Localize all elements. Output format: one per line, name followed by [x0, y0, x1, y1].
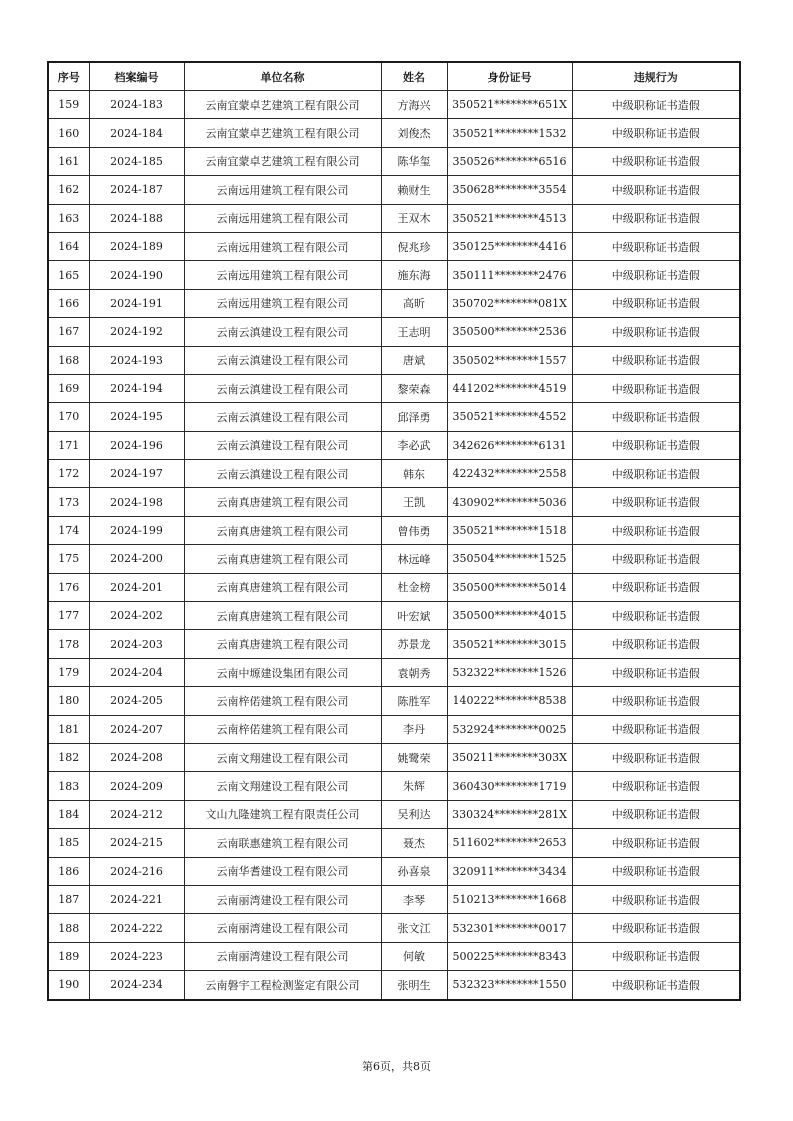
person-name-cell: 黎荣森 [381, 374, 447, 402]
table-row [48, 232, 740, 260]
id-number-cell: 500225********8343 [447, 942, 572, 970]
serial-cell: 164 [48, 232, 89, 260]
serial-cell: 188 [48, 914, 89, 942]
serial-cell: 178 [48, 630, 89, 658]
id-number-cell: 350628********3554 [447, 176, 572, 204]
serial-cell: 176 [48, 573, 89, 601]
company-name-cell: 云南远用建筑工程有限公司 [184, 204, 381, 232]
person-name-cell: 苏景龙 [381, 630, 447, 658]
id-number-cell: 422432********2558 [447, 460, 572, 488]
table-row [48, 885, 740, 913]
table-row [48, 545, 740, 573]
table-row [48, 374, 740, 402]
company-name-cell: 云南远用建筑工程有限公司 [184, 289, 381, 317]
table-body [48, 91, 740, 1000]
violation-cell: 中级职称证书造假 [572, 488, 740, 516]
table-row [48, 971, 740, 1000]
id-number-cell: 350526********6516 [447, 147, 572, 175]
company-name-cell: 云南真唐建筑工程有限公司 [184, 573, 381, 601]
violation-cell: 中级职称证书造假 [572, 573, 740, 601]
file-number-cell: 2024-221 [89, 885, 184, 913]
person-name-cell: 曾伟勇 [381, 516, 447, 544]
table-row [48, 687, 740, 715]
company-name-cell: 云南真唐建筑工程有限公司 [184, 545, 381, 573]
id-number-cell: 350500********5014 [447, 573, 572, 601]
company-name-cell: 云南宜蒙卓艺建筑工程有限公司 [184, 119, 381, 147]
person-name-cell: 邱泽勇 [381, 403, 447, 431]
person-name-cell: 李琴 [381, 885, 447, 913]
id-number-cell: 350521********1518 [447, 516, 572, 544]
file-number-cell: 2024-196 [89, 431, 184, 459]
file-number-cell: 2024-201 [89, 573, 184, 601]
person-name-cell: 赖财生 [381, 176, 447, 204]
violation-cell: 中级职称证书造假 [572, 942, 740, 970]
company-name-cell: 文山九隆建筑工程有限责任公司 [184, 800, 381, 828]
company-name-cell: 云南文翔建设工程有限公司 [184, 743, 381, 771]
id-number-cell: 350500********2536 [447, 318, 572, 346]
serial-cell: 169 [48, 374, 89, 402]
file-number-cell: 2024-190 [89, 261, 184, 289]
violation-cell: 中级职称证书造假 [572, 91, 740, 119]
header-company-name: 单位名称 [184, 62, 381, 91]
company-name-cell: 云南云滇建设工程有限公司 [184, 346, 381, 374]
person-name-cell: 聂杰 [381, 829, 447, 857]
id-number-cell: 511602********2653 [447, 829, 572, 857]
table-row [48, 176, 740, 204]
violation-cell: 中级职称证书造假 [572, 289, 740, 317]
table-row [48, 289, 740, 317]
table-row [48, 261, 740, 289]
serial-cell: 170 [48, 403, 89, 431]
violation-cell: 中级职称证书造假 [572, 829, 740, 857]
person-name-cell: 何敏 [381, 942, 447, 970]
violation-cell: 中级职称证书造假 [572, 204, 740, 232]
file-number-cell: 2024-207 [89, 715, 184, 743]
serial-cell: 168 [48, 346, 89, 374]
violation-cell: 中级职称证书造假 [572, 261, 740, 289]
table-row [48, 658, 740, 686]
company-name-cell: 云南云滇建设工程有限公司 [184, 318, 381, 346]
serial-cell: 172 [48, 460, 89, 488]
id-number-cell: 430902********5036 [447, 488, 572, 516]
file-number-cell: 2024-209 [89, 772, 184, 800]
id-number-cell: 510213********1668 [447, 885, 572, 913]
serial-cell: 181 [48, 715, 89, 743]
table-row [48, 772, 740, 800]
serial-cell: 162 [48, 176, 89, 204]
person-name-cell: 杜金榜 [381, 573, 447, 601]
header-serial: 序号 [48, 62, 89, 91]
company-name-cell: 云南梓偌建筑工程有限公司 [184, 715, 381, 743]
serial-cell: 167 [48, 318, 89, 346]
serial-cell: 186 [48, 857, 89, 885]
person-name-cell: 倪兆珍 [381, 232, 447, 260]
violation-cell: 中级职称证书造假 [572, 772, 740, 800]
violation-cell: 中级职称证书造假 [572, 460, 740, 488]
id-number-cell: 350500********4015 [447, 602, 572, 630]
table-row [48, 857, 740, 885]
violation-cell: 中级职称证书造假 [572, 346, 740, 374]
person-name-cell: 李必武 [381, 431, 447, 459]
person-name-cell: 孙喜泉 [381, 857, 447, 885]
company-name-cell: 云南丽湾建设工程有限公司 [184, 942, 381, 970]
company-name-cell: 云南丽湾建设工程有限公司 [184, 914, 381, 942]
file-number-cell: 2024-193 [89, 346, 184, 374]
file-number-cell: 2024-197 [89, 460, 184, 488]
table-row [48, 516, 740, 544]
person-name-cell: 王志明 [381, 318, 447, 346]
serial-cell: 177 [48, 602, 89, 630]
serial-cell: 182 [48, 743, 89, 771]
header-file-number: 档案编号 [89, 62, 184, 91]
violation-cell: 中级职称证书造假 [572, 971, 740, 1000]
table-header-row [48, 62, 740, 91]
person-name-cell: 姚鹭荣 [381, 743, 447, 771]
file-number-cell: 2024-202 [89, 602, 184, 630]
id-number-cell: 532924********0025 [447, 715, 572, 743]
id-number-cell: 360430********1719 [447, 772, 572, 800]
id-number-cell: 532322********1526 [447, 658, 572, 686]
person-name-cell: 韩东 [381, 460, 447, 488]
id-number-cell: 350502********1557 [447, 346, 572, 374]
table-row [48, 403, 740, 431]
id-number-cell: 342626********6131 [447, 431, 572, 459]
header-person-name: 姓名 [381, 62, 447, 91]
table-row [48, 630, 740, 658]
violation-cell: 中级职称证书造假 [572, 800, 740, 828]
company-name-cell: 云南中塬建设集团有限公司 [184, 658, 381, 686]
file-number-cell: 2024-185 [89, 147, 184, 175]
file-number-cell: 2024-205 [89, 687, 184, 715]
file-number-cell: 2024-212 [89, 800, 184, 828]
serial-cell: 187 [48, 885, 89, 913]
table-row [48, 460, 740, 488]
violation-cell: 中级职称证书造假 [572, 545, 740, 573]
table-row [48, 147, 740, 175]
person-name-cell: 刘俊杰 [381, 119, 447, 147]
id-number-cell: 350521********651X [447, 91, 572, 119]
serial-cell: 185 [48, 829, 89, 857]
table-row [48, 942, 740, 970]
person-name-cell: 陈华玺 [381, 147, 447, 175]
table-row [48, 91, 740, 119]
company-name-cell: 云南真唐建筑工程有限公司 [184, 516, 381, 544]
file-number-cell: 2024-200 [89, 545, 184, 573]
violation-cell: 中级职称证书造假 [572, 885, 740, 913]
serial-cell: 171 [48, 431, 89, 459]
violation-cell: 中级职称证书造假 [572, 630, 740, 658]
company-name-cell: 云南丽湾建设工程有限公司 [184, 885, 381, 913]
violation-cell: 中级职称证书造假 [572, 147, 740, 175]
id-number-cell: 350125********4416 [447, 232, 572, 260]
header-id-number: 身份证号 [447, 62, 572, 91]
file-number-cell: 2024-195 [89, 403, 184, 431]
person-name-cell: 唐斌 [381, 346, 447, 374]
serial-cell: 174 [48, 516, 89, 544]
company-name-cell: 云南云滇建设工程有限公司 [184, 431, 381, 459]
company-name-cell: 云南真唐建筑工程有限公司 [184, 488, 381, 516]
person-name-cell: 张文江 [381, 914, 447, 942]
company-name-cell: 云南远用建筑工程有限公司 [184, 261, 381, 289]
serial-cell: 183 [48, 772, 89, 800]
violation-cell: 中级职称证书造假 [572, 516, 740, 544]
company-name-cell: 云南梓偌建筑工程有限公司 [184, 687, 381, 715]
person-name-cell: 陈胜军 [381, 687, 447, 715]
violation-cell: 中级职称证书造假 [572, 232, 740, 260]
file-number-cell: 2024-192 [89, 318, 184, 346]
violation-cell: 中级职称证书造假 [572, 687, 740, 715]
table-row [48, 829, 740, 857]
violation-cell: 中级职称证书造假 [572, 318, 740, 346]
id-number-cell: 140222********8538 [447, 687, 572, 715]
violation-cell: 中级职称证书造假 [572, 431, 740, 459]
serial-cell: 163 [48, 204, 89, 232]
file-number-cell: 2024-198 [89, 488, 184, 516]
company-name-cell: 云南宜蒙卓艺建筑工程有限公司 [184, 91, 381, 119]
table-row [48, 914, 740, 942]
violation-cell: 中级职称证书造假 [572, 857, 740, 885]
id-number-cell: 350504********1525 [447, 545, 572, 573]
serial-cell: 180 [48, 687, 89, 715]
file-number-cell: 2024-194 [89, 374, 184, 402]
company-name-cell: 云南远用建筑工程有限公司 [184, 176, 381, 204]
violation-records-table [47, 61, 741, 1001]
table-row [48, 488, 740, 516]
violation-cell: 中级职称证书造假 [572, 914, 740, 942]
person-name-cell: 方海兴 [381, 91, 447, 119]
serial-cell: 165 [48, 261, 89, 289]
person-name-cell: 张明生 [381, 971, 447, 1000]
violation-cell: 中级职称证书造假 [572, 602, 740, 630]
file-number-cell: 2024-188 [89, 204, 184, 232]
company-name-cell: 云南磐宇工程检测鉴定有限公司 [184, 971, 381, 1000]
violation-cell: 中级职称证书造假 [572, 658, 740, 686]
violation-cell: 中级职称证书造假 [572, 743, 740, 771]
id-number-cell: 532323********1550 [447, 971, 572, 1000]
serial-cell: 160 [48, 119, 89, 147]
company-name-cell: 云南真唐建筑工程有限公司 [184, 630, 381, 658]
person-name-cell: 吴利达 [381, 800, 447, 828]
serial-cell: 166 [48, 289, 89, 317]
serial-cell: 184 [48, 800, 89, 828]
file-number-cell: 2024-222 [89, 914, 184, 942]
table-row [48, 318, 740, 346]
serial-cell: 161 [48, 147, 89, 175]
id-number-cell: 350521********1532 [447, 119, 572, 147]
company-name-cell: 云南云滇建设工程有限公司 [184, 403, 381, 431]
table-row [48, 800, 740, 828]
serial-cell: 159 [48, 91, 89, 119]
person-name-cell: 袁朝秀 [381, 658, 447, 686]
serial-cell: 179 [48, 658, 89, 686]
company-name-cell: 云南联惠建筑工程有限公司 [184, 829, 381, 857]
file-number-cell: 2024-183 [89, 91, 184, 119]
table-row [48, 204, 740, 232]
serial-cell: 173 [48, 488, 89, 516]
table-row [48, 573, 740, 601]
table-row [48, 743, 740, 771]
file-number-cell: 2024-215 [89, 829, 184, 857]
id-number-cell: 350211********303X [447, 743, 572, 771]
company-name-cell: 云南文翔建设工程有限公司 [184, 772, 381, 800]
id-number-cell: 350521********4552 [447, 403, 572, 431]
file-number-cell: 2024-208 [89, 743, 184, 771]
id-number-cell: 532301********0017 [447, 914, 572, 942]
file-number-cell: 2024-234 [89, 971, 184, 1000]
id-number-cell: 320911********3434 [447, 857, 572, 885]
id-number-cell: 350521********4513 [447, 204, 572, 232]
serial-cell: 190 [48, 971, 89, 1000]
file-number-cell: 2024-187 [89, 176, 184, 204]
company-name-cell: 云南云滇建设工程有限公司 [184, 460, 381, 488]
file-number-cell: 2024-189 [89, 232, 184, 260]
violation-cell: 中级职称证书造假 [572, 374, 740, 402]
company-name-cell: 云南华耆建设工程有限公司 [184, 857, 381, 885]
id-number-cell: 350702********081X [447, 289, 572, 317]
person-name-cell: 高昕 [381, 289, 447, 317]
id-number-cell: 350521********3015 [447, 630, 572, 658]
serial-cell: 175 [48, 545, 89, 573]
person-name-cell: 李丹 [381, 715, 447, 743]
company-name-cell: 云南宜蒙卓艺建筑工程有限公司 [184, 147, 381, 175]
violation-cell: 中级职称证书造假 [572, 119, 740, 147]
table-row [48, 602, 740, 630]
id-number-cell: 441202********4519 [447, 374, 572, 402]
header-violation: 违规行为 [572, 62, 740, 91]
page-footer: 第6页，共8页 [362, 1060, 431, 1073]
table-row [48, 346, 740, 374]
file-number-cell: 2024-223 [89, 942, 184, 970]
violation-cell: 中级职称证书造假 [572, 715, 740, 743]
table-row [48, 715, 740, 743]
company-name-cell: 云南远用建筑工程有限公司 [184, 232, 381, 260]
table-row [48, 119, 740, 147]
id-number-cell: 350111********2476 [447, 261, 572, 289]
id-number-cell: 330324********281X [447, 800, 572, 828]
person-name-cell: 朱辉 [381, 772, 447, 800]
violation-cell: 中级职称证书造假 [572, 176, 740, 204]
company-name-cell: 云南真唐建筑工程有限公司 [184, 602, 381, 630]
file-number-cell: 2024-184 [89, 119, 184, 147]
person-name-cell: 林远峰 [381, 545, 447, 573]
company-name-cell: 云南云滇建设工程有限公司 [184, 374, 381, 402]
person-name-cell: 王凯 [381, 488, 447, 516]
table-row [48, 431, 740, 459]
violation-cell: 中级职称证书造假 [572, 403, 740, 431]
file-number-cell: 2024-191 [89, 289, 184, 317]
person-name-cell: 施东海 [381, 261, 447, 289]
person-name-cell: 叶宏斌 [381, 602, 447, 630]
file-number-cell: 2024-204 [89, 658, 184, 686]
file-number-cell: 2024-216 [89, 857, 184, 885]
file-number-cell: 2024-199 [89, 516, 184, 544]
file-number-cell: 2024-203 [89, 630, 184, 658]
person-name-cell: 王双木 [381, 204, 447, 232]
serial-cell: 189 [48, 942, 89, 970]
